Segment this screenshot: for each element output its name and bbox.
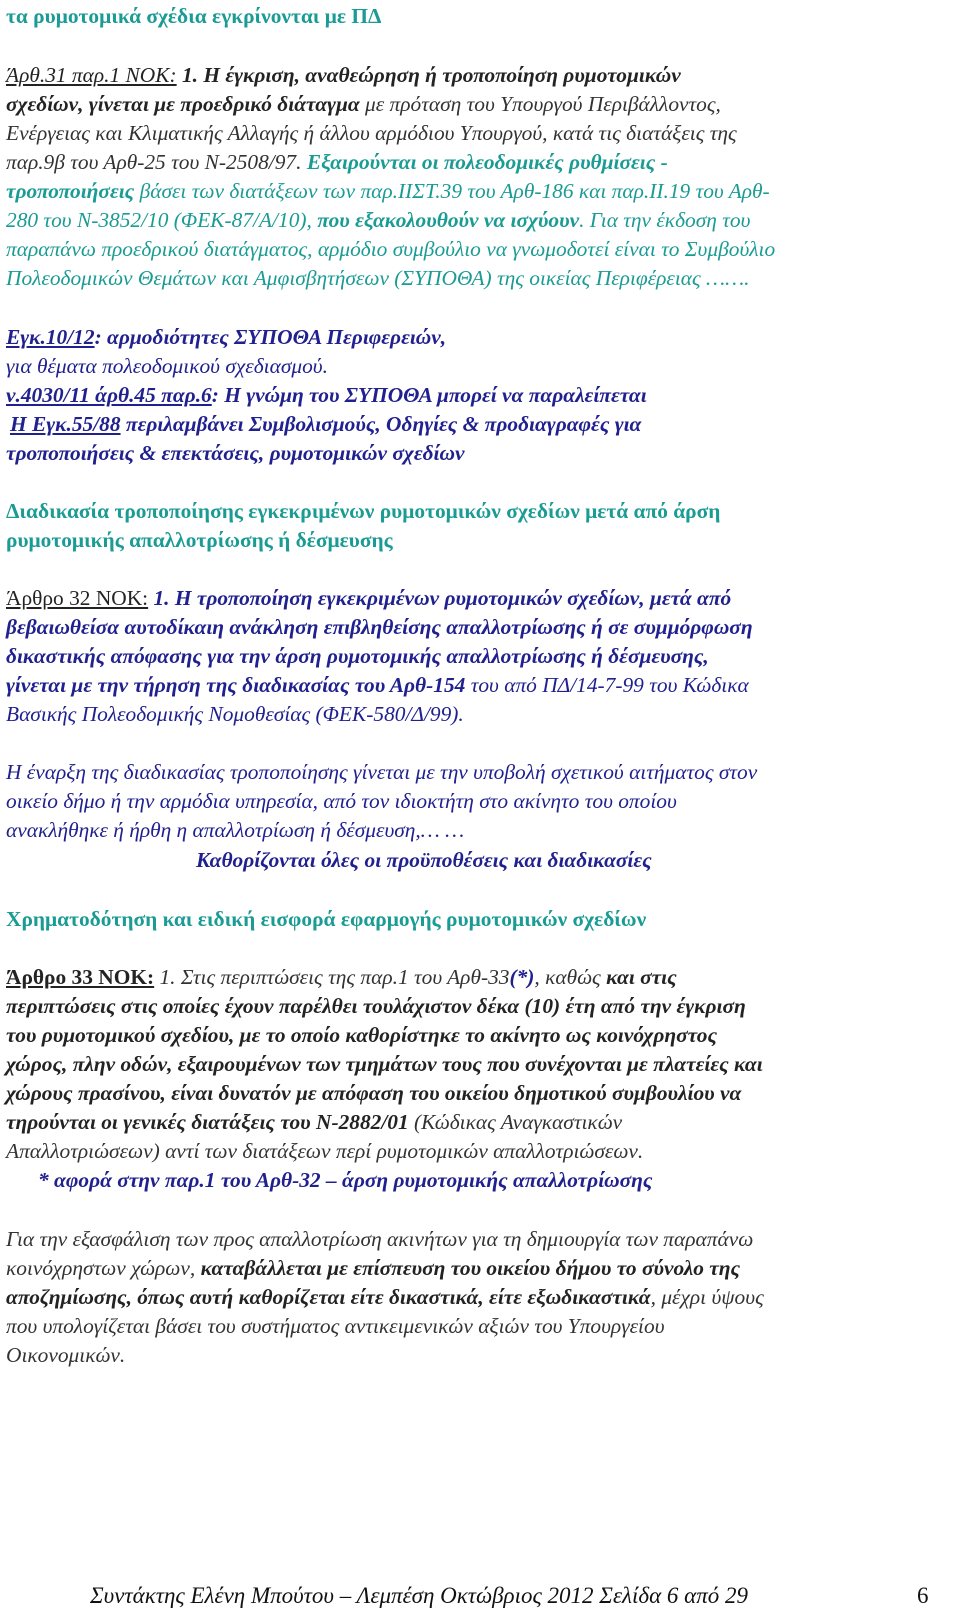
art32-line-2: βεβαιωθείσα αυτοδίκαιη ανάκληση επιβληθείσης απαλλοτρίωσης ή σε συμμόρφωση [6,615,753,639]
finance-p2-line-4: που υπολογίζεται βάσει του συστήματος αντικειμενικών αξιών του Υπουργείου [6,1314,665,1338]
art33-line-2: περιπτώσεις στις οποίες έχουν παρέλθει τουλάχιστον δέκα (10) έτη από την έγκριση [6,994,746,1018]
art31-line-6: 280 του Ν-3852/10 (ΦΕΚ-87/Α/10), που εξακολουθούν να ισχύουν. Για την έκδοση του [6,208,751,232]
art32-p2-line-2: οικείο δήμο ή την αρμόδια υπηρεσία, από τον ιδιοκτήτη στο ακίνητο του οποίου [6,789,677,813]
art31-line-4: παρ.9β του Αρθ-25 του Ν-2508/97. Εξαιρούνται οι πολεοδομικές ρυθμίσεις - [6,150,668,174]
art33-line-3: του ρυμοτομικού σχεδίου, με το οποίο καθορίστηκε το ακίνητο ως κοινόχρηστος [6,1023,718,1047]
art32-p2-line-3: ανακλήθηκε ή ήρθη η απαλλοτρίωση ή δέσμευση,… … [6,818,465,842]
art32-ref: Άρθρο 32 ΝΟΚ: [6,586,149,610]
section-heading-modify-2: ρυμοτομικής απαλλοτρίωσης ή δέσμευσης [6,528,393,552]
art33-line-1: Άρθρο 33 ΝΟΚ: 1. Στις περιπτώσεις της παρ.1 του Αρθ-33(*), καθώς και στις [6,965,677,989]
note-egk55: Η Εγκ.55/88 περιλαμβάνει Συμβολισμούς, Οδηγίες & προδιαγραφές για [10,412,642,436]
section-heading-modify-1: Διαδικασία τροποποίησης εγκεκριμένων ρυμοτομικών σχεδίων μετά από άρση [6,499,721,523]
section-heading-finance: Χρηματοδότηση και ειδική εισφορά εφαρμογής ρυμοτομικών σχεδίων [6,907,647,931]
art31-ref: Άρθ.31 παρ.1 ΝΟΚ: [6,63,177,87]
finance-p2-line-1: Για την εξασφάλιση των προς απαλλοτρίωση ακινήτων για τη δημιουργία των παραπάνω [6,1227,754,1251]
finance-p2-line-2: κοινόχρηστων χώρων, καταβάλλεται με επίσπευση του οικείου δήμου το σύνολο της [6,1256,741,1280]
art32-line-5: Βασικής Πολεοδομικής Νομοθεσίας (ΦΕΚ-580/Δ/99). [6,702,464,726]
art33-line-5: χώρους πρασίνου, είναι δυνατόν με απόφαση του οικείου δημοτικού συμβουλίου να [6,1081,742,1105]
art31-line-3: Ενέργειας και Κλιματικής Αλλαγής ή άλλου αρμόδιου Υπουργού, κατά τις διατάξεις της [6,121,737,145]
art32-line-3: δικαστικής απόφασης για την άρση ρυμοτομικής απαλλοτρίωσης ή δέσμευσης, [6,644,709,668]
note-egk10-sub: για θέματα πολεοδομικού σχεδιασμού. [6,354,328,378]
art31-line-1: Άρθ.31 παρ.1 ΝΟΚ: 1. Η έγκριση, αναθεώρηση ή τροποποίηση ρυμοτομικών [6,63,681,87]
finance-p2-line-5: Οικονομικών. [6,1343,126,1367]
art32-p2-line-4: Καθορίζονται όλες οι προϋποθέσεις και διαδικασίες [196,848,652,872]
art33-footnote: * αφορά στην παρ.1 του Αρθ-32 – άρση ρυμοτομικής απαλλοτρίωσης [38,1168,653,1192]
art31-line-2: σχεδίων, γίνεται με προεδρικό διάταγμα με πρόταση του Υπουργού Περιβάλλοντος, [6,92,721,116]
art33-line-7: Απαλλοτριώσεων) αντί των διατάξεων περί ρυμοτομικών απαλλοτριώσεων. [6,1139,644,1163]
egk55-link[interactable]: Η Εγκ.55/88 [10,412,121,436]
art32-line-1: Άρθρο 32 ΝΟΚ: 1. Η τροποποίηση εγκεκριμένων ρυμοτομικών σχεδίων, μετά από [6,586,732,610]
art33-ref: Άρθρο 33 ΝΟΚ: [6,965,155,989]
note-egk55-line-2: τροποποιήσεις & επεκτάσεις, ρυμοτομικών σχεδίων [6,441,465,465]
art33-line-6: τηρούνται οι γενικές διατάξεις του Ν-2882/01 (Κώδικας Αναγκαστικών [6,1110,623,1134]
egk10-link[interactable]: Εγκ.10/12 [6,325,95,349]
page-title: τα ρυμοτομικά σχέδια εγκρίνονται με ΠΔ [6,4,382,28]
art32-p2-line-1: Η έναρξη της διαδικασίας τροποποίησης γίνεται με την υποβολή σχετικού αιτήματος στον [6,760,758,784]
art33-line-4: χώρος, πλην οδών, εξαιρουμένων των τμημάτων τους που συνέχονται με πλατείες και [6,1052,763,1076]
page-footer: Συντάκτης Ελένη Μπούτου – Λεμπέση Οκτώβριος 2012 Σελίδα 6 από 29 [90,1583,748,1608]
note-egk10: Εγκ.10/12: αρμοδιότητες ΣΥΠΟΘΑ Περιφερειών, [6,325,447,349]
page-number: 6 [917,1583,929,1608]
finance-p2-line-3: αποζημίωσης, όπως αυτή καθορίζεται είτε δικαστικά, είτε εξωδικαστικά, μέχρι ύψους [6,1285,764,1309]
art32-line-4: γίνεται με την τήρηση της διαδικασίας του Αρθ-154 του από ΠΔ/14-7-99 του Κώδικα [6,673,749,697]
art31-line-8: Πολεοδομικών Θεμάτων και Αμφισβητήσεων (ΣΥΠΟΘΑ) της οικείας Περιφέρειας ……. [6,266,750,290]
art31-line-7: παραπάνω προεδρικού διατάγματος, αρμόδιο συμβούλιο να γνωμοδοτεί είναι το Συμβούλιο [6,237,776,261]
n4030-link[interactable]: ν.4030/11 άρθ.45 παρ.6 [6,383,212,407]
art31-line-5: τροποποιήσεις βάσει των διατάξεων των παρ.ΙΙΣΤ.39 του Αρθ-186 και παρ.ΙΙ.19 του Αρθ- [6,179,770,203]
note-n4030: ν.4030/11 άρθ.45 παρ.6: Η γνώμη του ΣΥΠΟΘΑ μπορεί να παραλείπεται [6,383,647,407]
